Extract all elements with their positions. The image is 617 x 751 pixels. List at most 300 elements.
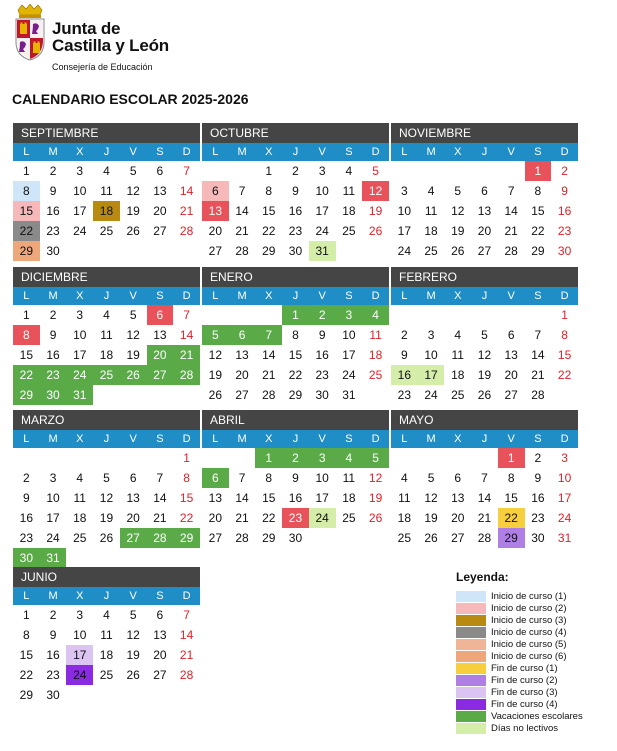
day-cell: 26 (208, 388, 223, 402)
weekday-label: X (76, 146, 84, 158)
weekday-label: X (454, 433, 462, 445)
day-cell: 29 (13, 385, 40, 405)
day-cell: 28 (179, 224, 194, 238)
day-cell: 6 (202, 181, 229, 201)
day-cell: 9 (292, 184, 299, 198)
day-grid (391, 448, 578, 548)
legend-item (456, 722, 606, 734)
empty-day-cell (444, 448, 471, 468)
weekday-label: D (182, 433, 191, 445)
day-cell: 10 (557, 471, 572, 485)
weekday-label: S (534, 290, 542, 302)
weekday-label: V (507, 433, 515, 445)
day-cell: 18 (451, 368, 465, 382)
weekday-label: M (237, 290, 247, 302)
empty-day-cell (202, 305, 229, 325)
day-grid (13, 305, 200, 405)
legend-item (456, 602, 606, 614)
legend-item (456, 590, 606, 602)
day-cell: 25 (424, 244, 438, 258)
legend-item (456, 662, 606, 674)
day-cell: 20 (153, 204, 167, 218)
day-cell: 16 (46, 204, 60, 218)
weekday-label: V (318, 146, 326, 158)
legend-swatch (456, 639, 486, 650)
day-cell: 12 (99, 491, 114, 505)
day-grid (391, 161, 578, 261)
legend-label: Fin de curso (4) (491, 698, 558, 710)
legend-swatch (456, 723, 486, 734)
weekday-label: S (345, 290, 353, 302)
day-cell: 24 (397, 244, 412, 258)
weekday-label: V (129, 146, 137, 158)
day-cell: 23 (46, 668, 60, 682)
weekday-label: D (371, 146, 380, 158)
logo (12, 4, 212, 76)
day-cell: 12 (451, 204, 465, 218)
weekday-label: V (318, 290, 326, 302)
day-cell: 13 (451, 491, 465, 505)
day-cell: 14 (235, 204, 249, 218)
legend-swatch (456, 687, 486, 698)
day-cell: 9 (401, 348, 408, 362)
day-cell: 19 (126, 204, 140, 218)
day-cell: 29 (262, 531, 276, 545)
legend-item (456, 626, 606, 638)
day-cell: 7 (534, 328, 542, 342)
day-cell: 21 (235, 224, 249, 238)
day-cell: 28 (235, 244, 249, 258)
day-cell: 28 (173, 365, 200, 385)
weekday-label: X (265, 146, 273, 158)
day-cell: 24 (66, 665, 93, 685)
month-name: MAYO (391, 410, 578, 430)
day-cell: 14 (179, 184, 194, 198)
day-cell: 25 (397, 531, 412, 545)
day-cell: 26 (368, 224, 383, 238)
day-cell: 2 (309, 305, 336, 325)
day-cell: 4 (454, 328, 462, 342)
empty-day-cell (40, 448, 67, 468)
day-cell: 13 (153, 328, 167, 342)
legend-items (456, 590, 606, 734)
weekday-label: J (481, 433, 488, 445)
day-cell: 5 (372, 164, 379, 178)
day-cell: 26 (368, 511, 383, 525)
weekday-label: V (318, 433, 326, 445)
weekday-label: M (48, 433, 58, 445)
day-cell: 20 (208, 511, 223, 525)
empty-day-cell (13, 448, 40, 468)
day-cell: 27 (504, 388, 518, 402)
organization-name-line1: Junta de (52, 19, 121, 38)
day-cell: 14 (153, 491, 167, 505)
department-name: Consejería de Educación (52, 62, 153, 72)
day-cell: 8 (13, 181, 40, 201)
day-cell: 31 (66, 385, 93, 405)
day-cell: 8 (561, 328, 568, 342)
day-cell: 3 (318, 164, 326, 178)
empty-day-cell (202, 161, 229, 181)
day-cell: 3 (309, 448, 336, 468)
weekday-header (202, 143, 389, 161)
day-cell: 16 (531, 491, 545, 505)
legend-label: Fin de curso (2) (491, 674, 558, 686)
day-cell: 7 (156, 471, 164, 485)
day-cell: 19 (424, 511, 438, 525)
day-cell: 10 (73, 184, 87, 198)
day-cell: 4 (427, 184, 435, 198)
day-cell: 6 (147, 305, 174, 325)
weekday-label: J (103, 433, 110, 445)
day-cell: 17 (315, 204, 329, 218)
empty-day-cell (391, 161, 418, 181)
day-cell: 20 (153, 648, 167, 662)
month-name: DICIEMBRE (13, 267, 200, 287)
day-cell: 25 (93, 365, 120, 385)
weekday-label: S (156, 290, 164, 302)
day-cell: 10 (315, 471, 329, 485)
day-cell: 7 (481, 471, 488, 485)
day-cell: 11 (342, 184, 356, 198)
day-cell: 14 (504, 204, 518, 218)
day-cell: 16 (46, 348, 60, 362)
day-cell: 7 (183, 608, 190, 622)
day-cell: 21 (179, 648, 194, 662)
day-cell: 22 (288, 368, 303, 382)
weekday-label: L (212, 146, 219, 158)
weekday-header (202, 287, 389, 305)
weekday-label: J (292, 290, 299, 302)
day-cell: 30 (315, 388, 329, 402)
day-cell: 15 (531, 204, 545, 218)
day-cell: 10 (424, 348, 438, 362)
empty-day-cell (525, 305, 552, 325)
month-november (391, 123, 578, 261)
day-cell: 1 (255, 448, 282, 468)
day-cell: 26 (477, 388, 492, 402)
day-cell: 19 (99, 511, 114, 525)
day-cell: 21 (531, 368, 545, 382)
day-cell: 4 (76, 471, 84, 485)
day-cell: 9 (534, 471, 542, 485)
legend-label: Inicio de curso (4) (491, 626, 567, 638)
legend (456, 570, 606, 734)
day-cell: 1 (23, 608, 30, 622)
day-cell: 18 (397, 511, 412, 525)
day-cell: 31 (557, 531, 572, 545)
day-cell: 9 (318, 328, 326, 342)
day-grid (13, 161, 200, 261)
day-cell: 26 (424, 531, 438, 545)
day-cell: 1 (23, 308, 30, 322)
empty-day-cell (202, 448, 229, 468)
weekday-label: L (23, 590, 30, 602)
day-cell: 3 (561, 451, 568, 465)
day-cell: 16 (315, 348, 329, 362)
weekday-label: S (534, 433, 542, 445)
day-cell: 28 (147, 528, 174, 548)
day-grid (202, 161, 389, 261)
weekday-label: J (103, 590, 110, 602)
month-april (202, 410, 389, 548)
weekday-label: V (129, 433, 137, 445)
month-september (13, 123, 200, 261)
day-cell: 27 (451, 531, 465, 545)
day-cell: 13 (208, 491, 223, 505)
day-cell: 27 (120, 528, 147, 548)
legend-item (456, 710, 606, 722)
weekday-label: M (237, 433, 247, 445)
day-cell: 12 (362, 181, 389, 201)
month-name: SEPTIEMBRE (13, 123, 200, 143)
weekday-label: L (212, 433, 219, 445)
weekday-header (13, 143, 200, 161)
day-cell: 25 (451, 388, 465, 402)
day-cell: 6 (156, 164, 164, 178)
day-cell: 15 (179, 491, 194, 505)
day-cell: 17 (66, 645, 93, 665)
day-cell: 29 (262, 244, 276, 258)
day-cell: 6 (202, 468, 229, 488)
day-cell: 17 (46, 511, 60, 525)
day-cell: 30 (46, 688, 60, 702)
empty-day-cell (66, 448, 93, 468)
legend-swatch (456, 651, 486, 662)
day-cell: 15 (262, 204, 276, 218)
day-cell: 1 (561, 308, 568, 322)
day-grid (202, 305, 389, 405)
weekday-label: M (48, 290, 58, 302)
day-cell: 7 (183, 308, 190, 322)
day-cell: 3 (76, 164, 84, 178)
day-cell: 6 (507, 328, 515, 342)
weekday-label: M (426, 433, 436, 445)
day-cell: 15 (19, 348, 34, 362)
day-cell: 28 (504, 244, 518, 258)
day-cell: 16 (288, 491, 303, 505)
weekday-label: S (345, 433, 353, 445)
day-cell: 20 (235, 368, 249, 382)
day-grid (202, 448, 389, 548)
legend-item (456, 650, 606, 662)
legend-swatch (456, 711, 486, 722)
day-cell: 17 (73, 204, 87, 218)
weekday-label: L (23, 146, 30, 158)
day-cell: 2 (561, 164, 568, 178)
month-name: OCTUBRE (202, 123, 389, 143)
weekday-label: M (426, 146, 436, 158)
day-cell: 11 (100, 628, 113, 642)
legend-swatch (456, 699, 486, 710)
day-cell: 4 (345, 164, 353, 178)
month-december (13, 267, 200, 405)
legend-item (456, 638, 606, 650)
day-cell: 22 (19, 668, 34, 682)
month-june (13, 567, 200, 705)
day-cell: 18 (73, 511, 87, 525)
day-cell: 11 (342, 471, 356, 485)
day-cell: 2 (282, 448, 309, 468)
legend-item (456, 674, 606, 686)
day-cell: 20 (147, 345, 174, 365)
month-name: ENERO (202, 267, 389, 287)
day-cell: 11 (100, 328, 113, 342)
weekday-label: V (507, 146, 515, 158)
day-cell: 20 (126, 511, 140, 525)
day-cell: 13 (202, 201, 229, 221)
day-cell: 27 (153, 224, 167, 238)
day-cell: 27 (153, 668, 167, 682)
day-cell: 3 (336, 305, 363, 325)
day-cell: 5 (481, 328, 488, 342)
day-cell: 13 (153, 184, 167, 198)
day-cell: 5 (129, 608, 137, 622)
day-cell: 28 (531, 388, 545, 402)
day-cell: 5 (202, 325, 229, 345)
day-cell: 13 (235, 348, 249, 362)
day-cell: 13 (477, 204, 492, 218)
day-cell: 24 (66, 365, 93, 385)
day-cell: 2 (401, 328, 408, 342)
day-cell: 29 (19, 688, 34, 702)
day-cell: 13 (504, 348, 518, 362)
day-cell: 12 (126, 628, 140, 642)
day-cell: 28 (235, 531, 249, 545)
weekday-label: X (265, 290, 273, 302)
day-cell: 12 (368, 471, 383, 485)
month-name: FEBRERO (391, 267, 578, 287)
day-cell: 31 (40, 548, 67, 568)
empty-day-cell (471, 448, 498, 468)
month-january (202, 267, 389, 405)
weekday-label: D (182, 290, 191, 302)
day-cell: 4 (103, 608, 110, 622)
day-cell: 17 (342, 348, 356, 362)
day-cell: 23 (40, 365, 67, 385)
day-cell: 15 (504, 491, 518, 505)
day-cell: 19 (368, 204, 383, 218)
day-cell: 27 (208, 531, 223, 545)
weekday-label: D (560, 433, 569, 445)
legend-label: Inicio de curso (3) (491, 614, 567, 626)
day-cell: 9 (49, 328, 57, 342)
weekday-label: D (182, 590, 191, 602)
weekday-header (391, 430, 578, 448)
weekday-label: S (345, 146, 353, 158)
day-cell: 23 (19, 531, 34, 545)
weekday-label: X (454, 290, 462, 302)
day-cell: 16 (46, 648, 60, 662)
day-cell: 7 (238, 471, 246, 485)
day-cell: 2 (292, 164, 299, 178)
weekday-label: J (292, 146, 299, 158)
weekday-label: M (48, 590, 58, 602)
day-cell: 4 (336, 448, 363, 468)
day-cell: 22 (179, 511, 194, 525)
empty-day-cell (147, 448, 174, 468)
day-cell: 19 (126, 648, 140, 662)
weekday-label: X (454, 146, 462, 158)
empty-day-cell (418, 305, 445, 325)
legend-label: Inicio de curso (1) (491, 590, 567, 602)
day-cell: 18 (99, 648, 114, 662)
day-cell: 20 (504, 368, 518, 382)
day-cell: 3 (49, 471, 57, 485)
day-cell: 7 (507, 184, 515, 198)
day-cell: 19 (451, 224, 465, 238)
month-name: JUNIO (13, 567, 200, 587)
day-cell: 18 (342, 491, 356, 505)
empty-day-cell (471, 161, 498, 181)
day-cell: 11 (73, 491, 86, 505)
weekday-label: L (401, 290, 408, 302)
day-cell: 6 (229, 325, 256, 345)
day-cell: 4 (362, 305, 389, 325)
day-cell: 15 (13, 201, 40, 221)
weekday-label: M (48, 146, 58, 158)
day-cell: 16 (19, 511, 34, 525)
legend-label: Inicio de curso (6) (491, 650, 567, 662)
weekday-label: D (560, 146, 569, 158)
day-cell: 12 (424, 491, 438, 505)
day-cell: 14 (477, 491, 492, 505)
day-cell: 15 (288, 348, 303, 362)
day-cell: 1 (498, 448, 525, 468)
legend-swatch (456, 663, 486, 674)
day-cell: 30 (13, 548, 40, 568)
month-october (202, 123, 389, 261)
day-cell: 17 (315, 491, 329, 505)
empty-day-cell (498, 161, 525, 181)
weekday-label: S (534, 146, 542, 158)
day-cell: 25 (73, 531, 87, 545)
day-cell: 7 (183, 164, 190, 178)
day-cell: 8 (23, 628, 30, 642)
day-cell: 3 (76, 608, 84, 622)
weekday-header (202, 430, 389, 448)
weekday-label: L (23, 290, 30, 302)
day-cell: 6 (156, 608, 164, 622)
day-cell: 27 (235, 388, 249, 402)
day-cell: 5 (103, 471, 110, 485)
day-cell: 8 (507, 471, 515, 485)
empty-day-cell (418, 448, 445, 468)
day-cell: 26 (120, 365, 147, 385)
day-cell: 19 (368, 491, 383, 505)
day-cell: 6 (129, 471, 137, 485)
weekday-label: V (129, 290, 137, 302)
weekday-label: M (237, 146, 247, 158)
day-cell: 14 (179, 328, 194, 342)
weekday-label: X (76, 290, 84, 302)
day-cell: 26 (126, 668, 140, 682)
day-cell: 30 (46, 244, 60, 258)
day-cell: 4 (401, 471, 408, 485)
legend-swatch (456, 591, 486, 602)
day-cell: 30 (531, 531, 545, 545)
weekday-label: V (507, 290, 515, 302)
weekday-label: J (103, 290, 110, 302)
weekday-label: L (401, 433, 408, 445)
weekday-label: L (23, 433, 30, 445)
day-cell: 4 (103, 308, 110, 322)
month-february (391, 267, 578, 405)
day-cell: 24 (342, 368, 356, 382)
day-cell: 27 (147, 365, 174, 385)
day-cell: 30 (288, 244, 303, 258)
day-cell: 21 (153, 511, 167, 525)
